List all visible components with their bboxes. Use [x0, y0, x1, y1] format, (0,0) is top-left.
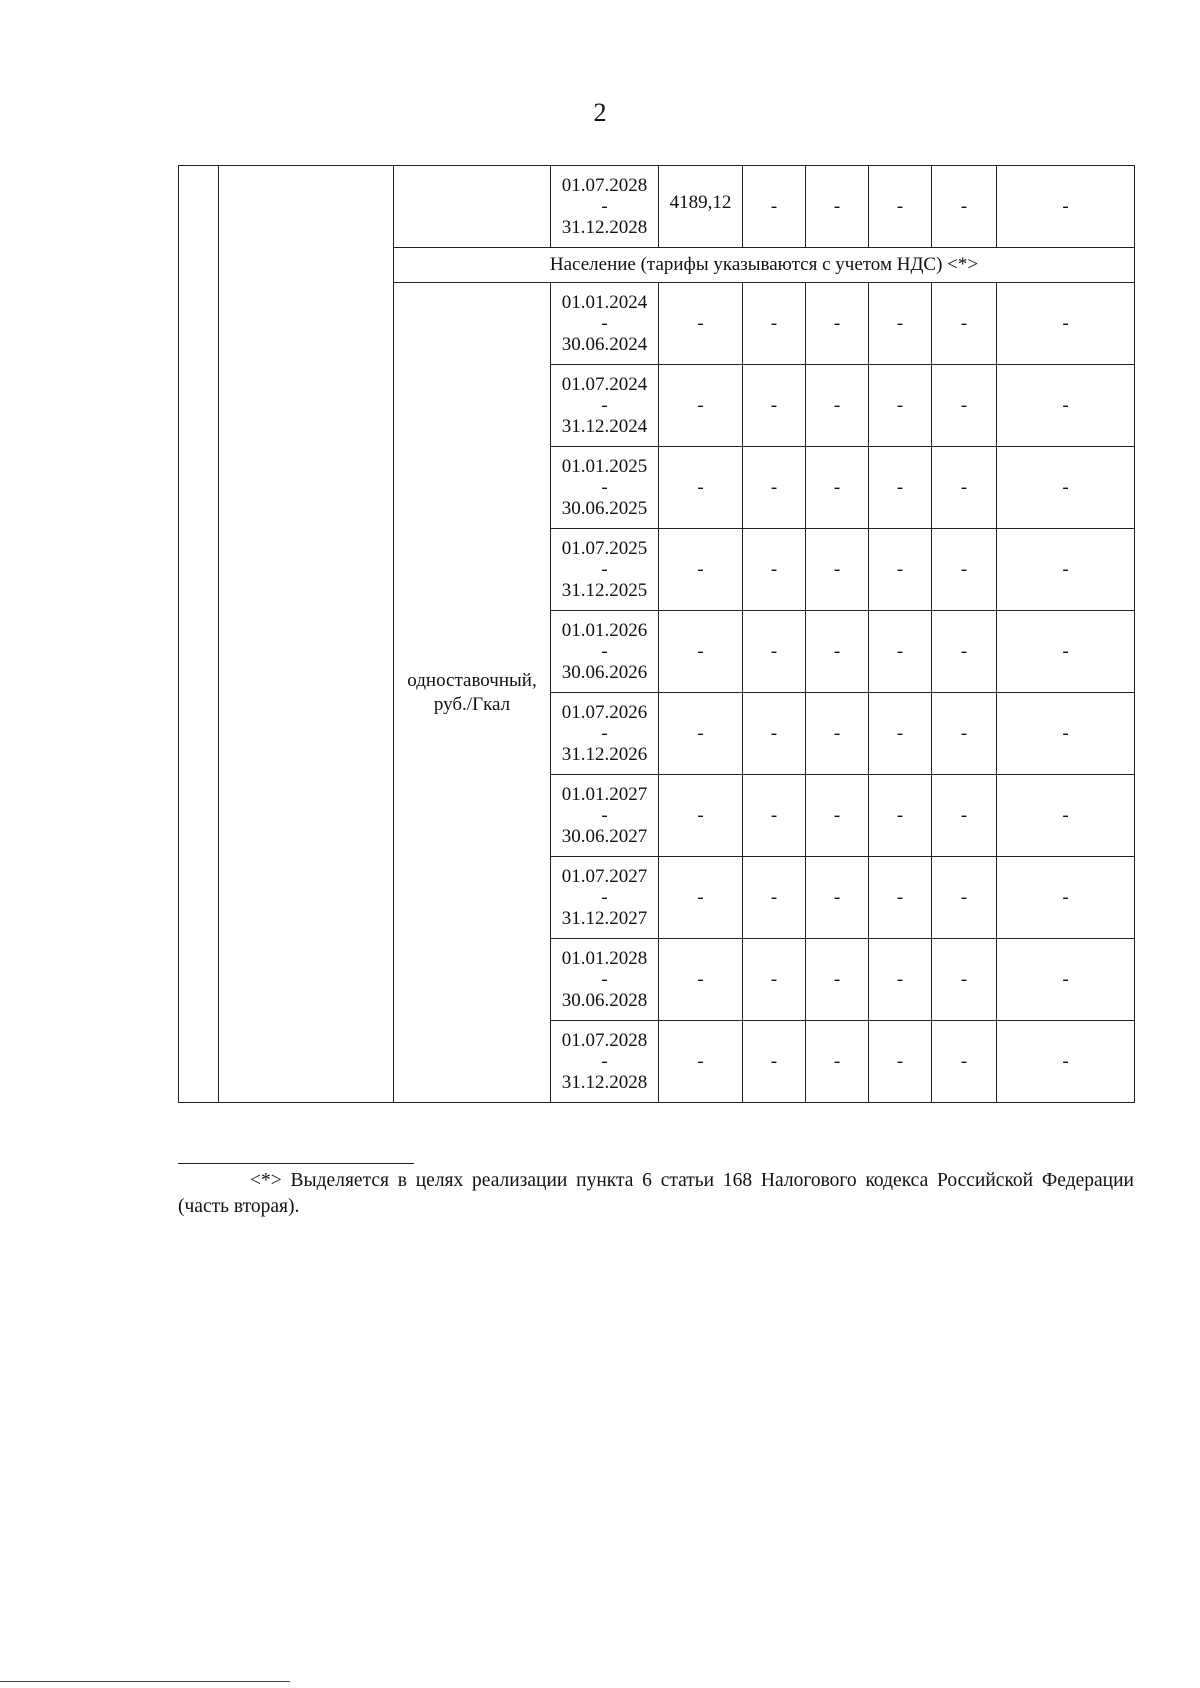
table-cell: - — [932, 283, 997, 365]
table-cell: - — [743, 166, 806, 248]
table-cell: - — [997, 693, 1135, 775]
table-cell: - — [932, 529, 997, 611]
tariff-value-cell: 4189,12 — [659, 166, 743, 248]
table-cell: - — [997, 1021, 1135, 1103]
period-start: 01.07.2026 — [561, 702, 648, 723]
table-cell: - — [869, 365, 932, 447]
period-separator: - — [601, 805, 608, 826]
group-header: Население (тарифы указываются с учетом НДС) <*> — [394, 248, 1135, 283]
period-cell — [551, 447, 659, 529]
table-cell: - — [932, 365, 997, 447]
table-cell: - — [743, 447, 806, 529]
period-start: 01.07.2027 — [561, 866, 648, 887]
table-cell: - — [869, 166, 932, 248]
period-end: 31.12.2028 — [561, 217, 648, 238]
period-cell — [551, 166, 659, 248]
table-cell: - — [869, 529, 932, 611]
period-start: 01.01.2026 — [561, 620, 648, 641]
period-separator: - — [601, 395, 608, 416]
period-separator: - — [601, 641, 608, 662]
period-start: 01.01.2027 — [561, 784, 648, 805]
table-row — [179, 166, 1135, 248]
table-cell: - — [869, 1021, 932, 1103]
period-end: 31.12.2028 — [561, 1072, 648, 1093]
period-start: 01.07.2028 — [561, 175, 648, 196]
period-cell — [551, 529, 659, 611]
period-end: 30.06.2026 — [561, 662, 648, 683]
table-cell: - — [659, 529, 743, 611]
table-cell: - — [743, 611, 806, 693]
table-cell: - — [997, 775, 1135, 857]
table-cell: - — [932, 1021, 997, 1103]
table-cell: - — [806, 611, 869, 693]
table-cell: - — [659, 693, 743, 775]
table-cell: - — [743, 857, 806, 939]
period-separator: - — [601, 723, 608, 744]
period-separator: - — [601, 196, 608, 217]
period-cell — [551, 283, 659, 365]
table-cell: - — [806, 857, 869, 939]
footnote: <*> Выделяется в целях реализации пункта 6 статьи 168 Налогового кодекса Российской Федерации (часть вторая). — [178, 1170, 1134, 1217]
table-cell: - — [743, 1021, 806, 1103]
table-cell: - — [806, 365, 869, 447]
table-cell: - — [659, 939, 743, 1021]
table-cell: - — [869, 611, 932, 693]
period-separator: - — [601, 1051, 608, 1072]
table-cell: - — [806, 693, 869, 775]
table-cell: - — [659, 611, 743, 693]
table-cell: - — [932, 857, 997, 939]
period-cell — [551, 775, 659, 857]
period-end: 30.06.2028 — [561, 990, 648, 1011]
period-start: 01.07.2024 — [561, 374, 648, 395]
table-cell: - — [997, 939, 1135, 1021]
period-end: 30.06.2027 — [561, 826, 648, 847]
table-cell: - — [659, 775, 743, 857]
period-end: 31.12.2025 — [561, 580, 648, 601]
period-cell — [551, 939, 659, 1021]
table-cell: - — [743, 283, 806, 365]
table-cell-empty — [219, 166, 394, 1103]
table-cell: - — [932, 939, 997, 1021]
period-end: 31.12.2024 — [561, 416, 648, 437]
period-end: 30.06.2024 — [561, 334, 648, 355]
period-end: 31.12.2027 — [561, 908, 648, 929]
period-end: 30.06.2025 — [561, 498, 648, 519]
period-start: 01.01.2025 — [561, 456, 648, 477]
period-cell — [551, 365, 659, 447]
table-cell: - — [743, 939, 806, 1021]
rate-type-cell: одноставочный, руб./Гкал — [394, 283, 551, 1103]
table-cell: - — [997, 283, 1135, 365]
table-cell: - — [806, 939, 869, 1021]
tariff-table — [178, 165, 1135, 1103]
period-start: 01.01.2028 — [561, 948, 648, 969]
table-cell: - — [869, 447, 932, 529]
table-cell: - — [659, 283, 743, 365]
table-cell: - — [659, 447, 743, 529]
table-cell: - — [806, 447, 869, 529]
period-cell — [551, 1021, 659, 1103]
table-cell: - — [743, 365, 806, 447]
table-cell: - — [997, 529, 1135, 611]
table-cell: - — [997, 365, 1135, 447]
table-cell: - — [997, 857, 1135, 939]
table-cell: - — [932, 166, 997, 248]
table-cell: - — [997, 447, 1135, 529]
period-cell — [551, 693, 659, 775]
table-cell: - — [806, 529, 869, 611]
period-separator: - — [601, 969, 608, 990]
table-cell: - — [659, 365, 743, 447]
table-cell: - — [997, 166, 1135, 248]
table-cell: - — [806, 775, 869, 857]
table-cell: - — [869, 775, 932, 857]
table-cell: - — [932, 775, 997, 857]
table-cell: - — [869, 939, 932, 1021]
table-cell: - — [743, 775, 806, 857]
table-cell: - — [869, 283, 932, 365]
table-cell: - — [806, 283, 869, 365]
period-separator: - — [601, 559, 608, 580]
period-start: 01.07.2028 — [561, 1030, 648, 1051]
table-cell: - — [743, 529, 806, 611]
table-cell-empty — [179, 166, 219, 1103]
period-cell — [551, 857, 659, 939]
table-cell: - — [997, 611, 1135, 693]
table-cell: - — [932, 447, 997, 529]
table-cell: - — [659, 857, 743, 939]
table-cell: - — [743, 693, 806, 775]
footnote-divider — [178, 1163, 414, 1164]
table-cell: - — [932, 693, 997, 775]
period-separator: - — [601, 477, 608, 498]
period-separator: - — [601, 887, 608, 908]
table-cell: - — [659, 1021, 743, 1103]
table-cell: - — [869, 857, 932, 939]
period-start: 01.01.2024 — [561, 292, 648, 313]
table-cell: - — [806, 1021, 869, 1103]
table-cell: - — [869, 693, 932, 775]
period-separator: - — [601, 313, 608, 334]
period-start: 01.07.2025 — [561, 538, 648, 559]
period-end: 31.12.2026 — [561, 744, 648, 765]
page-number: 2 — [593, 98, 607, 127]
table-cell-empty — [394, 166, 551, 248]
table-cell: - — [932, 611, 997, 693]
period-cell — [551, 611, 659, 693]
table-cell: - — [806, 166, 869, 248]
bottom-edge-line — [0, 1681, 290, 1682]
